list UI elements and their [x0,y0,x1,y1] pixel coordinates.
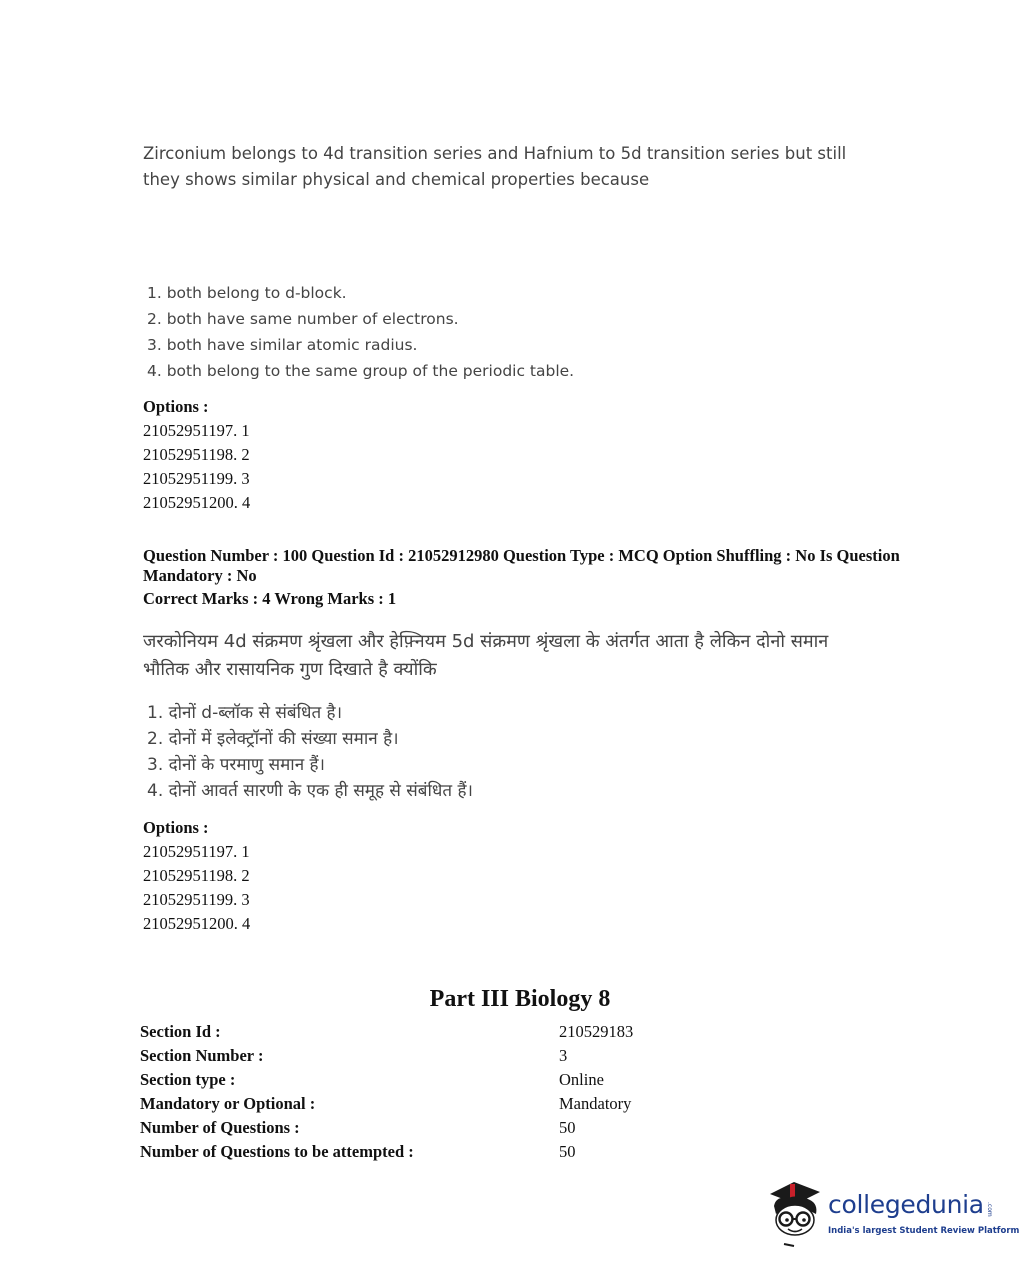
section-info-row [140,1092,633,1116]
question-meta-line: Question Number : 100 Question Id : 21052912980 Question Type : MCQ Option Shuffling : No Is Question Mandatory : No [143,546,900,585]
section-info-row [140,1044,633,1068]
logo-domain-suffix: .com [986,1202,993,1217]
statement-item: 1. दोनों d-ब्लॉक से संबंधित है। [147,703,343,723]
section-info-table [140,1020,633,1164]
section-info-key: Section type : [140,1070,236,1089]
statement-item: 3. both have similar atomic radius. [147,336,418,354]
statement-list-english [147,280,574,384]
question-text-hindi: जरकोनियम 4d संक्रमण श्रृंखला और हेफ़्नियम 5d संक्रमण श्रृंखला के अंतर्गत आता है लेकिन दोनो समान भौतिक और रासायनिक गुण दिखाते है क्योंकि [143,631,829,680]
option-item: 21052951200. 4 [143,914,251,933]
mascot-icon [766,1176,826,1252]
question-text-english: Zirconium belongs to 4d transition series and Hafnium to 5d transition series but still they shows similar physical and chemical properties because [143,144,847,189]
section-info-row [140,1068,633,1092]
section-info-key: Number of Questions to be attempted : [140,1142,414,1161]
option-item: 21052951198. 2 [143,445,250,464]
statement-item: 2. both have same number of electrons. [147,310,459,328]
section-info-value: Mandatory [559,1094,632,1113]
options-block [143,395,250,515]
section-info-value: 50 [559,1142,576,1161]
statement-item: 2. दोनों में इलेक्ट्रॉनों की संख्या समान है। [147,729,399,749]
statement-item: 1. both belong to d-block. [147,284,347,302]
section-info-row [140,1020,633,1044]
logo-tagline: India's largest Student Review Platform [828,1226,1020,1236]
statement-item: 4. दोनों आवर्त सारणी के एक ही समूह से संबंधित हैं। [147,781,473,801]
section-info-value: 3 [559,1046,568,1065]
options-block [143,816,250,936]
section-title: Part III Biology 8 [429,986,611,1012]
option-item: 21052951197. 1 [143,842,250,861]
section-info-row [140,1116,633,1140]
statement-item: 3. दोनों के परमाणु समान हैं। [147,755,325,775]
section-info-key: Mandatory or Optional : [140,1094,316,1113]
section-info-key: Section Id : [140,1022,221,1041]
option-item: 21052951199. 3 [143,890,250,909]
options-label: Options : [143,818,209,837]
marks-line: Correct Marks : 4 Wrong Marks : 1 [143,589,397,608]
statement-item: 4. both belong to the same group of the periodic table. [147,362,575,380]
collegedunia-logo [766,1176,1020,1252]
question-meta [143,546,903,609]
section-info-value: 50 [559,1118,576,1137]
section-info-key: Number of Questions : [140,1118,300,1137]
option-item: 21052951199. 3 [143,469,250,488]
section-info-value: Online [559,1070,604,1089]
section-info-key: Section Number : [140,1046,264,1065]
section-info-value: 210529183 [559,1022,634,1041]
option-item: 21052951198. 2 [143,866,250,885]
option-item: 21052951200. 4 [143,493,251,512]
option-item: 21052951197. 1 [143,421,250,440]
options-label: Options : [143,397,209,416]
statement-list-hindi [147,700,473,804]
logo-wordmark: collegedunia [828,1190,984,1219]
section-info-row [140,1140,633,1164]
